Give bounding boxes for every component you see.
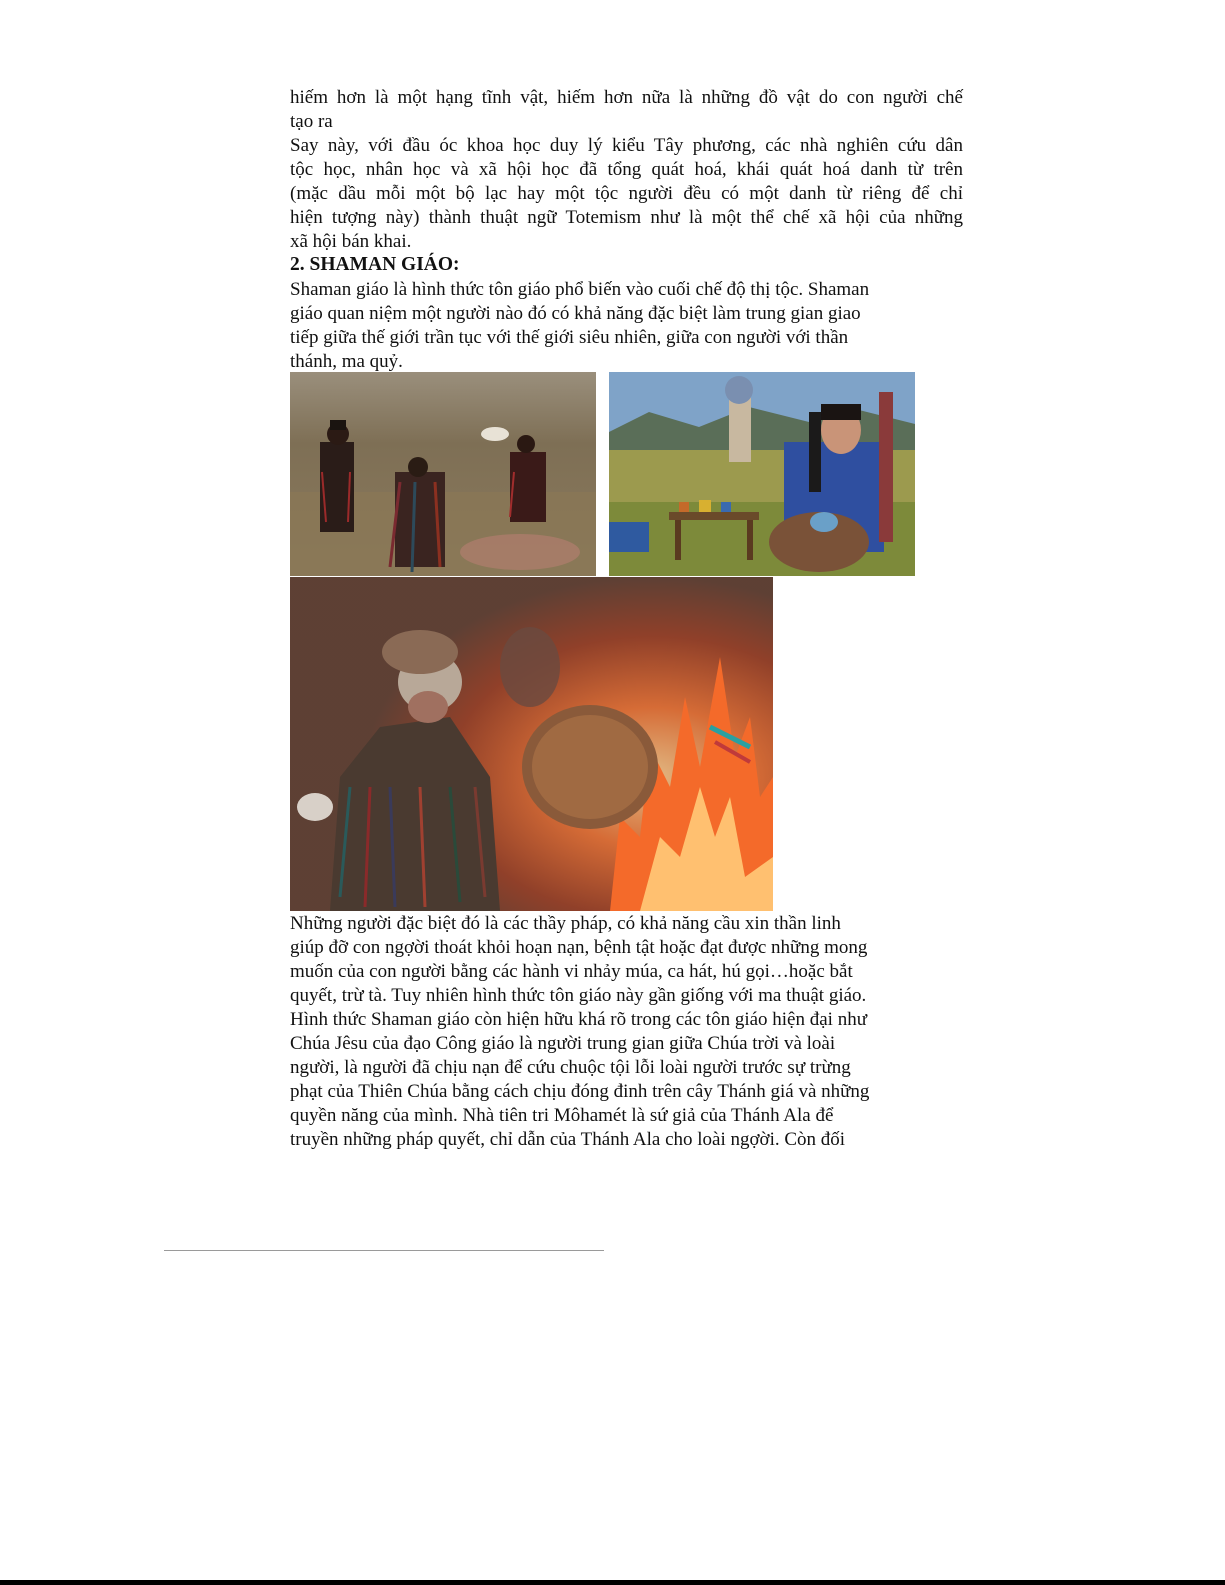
- paragraph-4-line-9: quyền năng của mình. Nhà tiên tri Môhamét là sứ giả của Thánh Ala để: [290, 1105, 834, 1126]
- paragraph-3-line-1: Shaman giáo là hình thức tôn giáo phổ biến vào cuối chế độ thị tộc. Shaman: [290, 279, 870, 300]
- paragraph-4-line-2: giúp đỡ con ngợời thoát khỏi hoạn nạn, bệnh tật hoặc đạt được những mong: [290, 937, 868, 958]
- paragraph-3-line-3: tiếp giữa thế giới trần tục với thế giới siêu nhiên, giữa con người với thần: [290, 327, 849, 348]
- paragraph-4-line-3: muốn của con người bằng các hành vi nhảy múa, ca hát, hú gọi…hoặc bắt: [290, 961, 853, 982]
- paragraph-4-line-4: quyết, trừ tà. Tuy nhiên hình thức tôn giáo này gần giống với ma thuật giáo.: [290, 985, 867, 1006]
- paragraph-2-line-5: xã hội bán khai.: [290, 231, 412, 252]
- page-bottom-edge: [0, 1580, 1225, 1585]
- paragraph-4-line-7: người, là người đã chịu nạn để cứu chuộc tội lỗi loài người trước sự trừng: [290, 1057, 851, 1078]
- paragraph-3-line-4: thánh, ma quỷ.: [290, 351, 403, 372]
- photo-shaman-with-drum-valley: [609, 372, 915, 576]
- paragraph-2-line-1: Say này, với đầu óc khoa học duy lý kiểu Tây phương, các nhà nghiên cứu dân: [290, 135, 963, 156]
- section-heading-shaman: 2. SHAMAN GIÁO:: [290, 254, 460, 275]
- photo-shaman-drum-fire: [290, 577, 773, 911]
- paragraph-1-line-2: tạo ra: [290, 111, 333, 132]
- paragraph-3-line-2: giáo quan niệm một người nào đó có khả năng đặc biệt làm trung gian giao: [290, 303, 861, 324]
- paragraph-4-line-8: phạt của Thiên Chúa bằng cách chịu đóng đinh trên cây Thánh giá và những: [290, 1081, 870, 1102]
- paragraph-4-line-10: truyền những pháp quyết, chỉ dẫn của Thánh Ala cho loài ngợời. Còn đối: [290, 1129, 846, 1150]
- paragraph-2-line-3: (mặc dầu mỗi một bộ lạc hay một tộc người đều có một danh từ riêng để chỉ: [290, 183, 963, 204]
- footnote-divider: [164, 1250, 604, 1251]
- photo-shamans-dancing-field: [290, 372, 596, 576]
- paragraph-4-line-1: Những người đặc biệt đó là các thầy pháp, có khả năng cầu xin thần linh: [290, 913, 841, 934]
- paragraph-2-line-2: tộc học, nhân học và xã hội học đã tổng quát hoá, khái quát hoá danh từ trên: [290, 159, 963, 180]
- paragraph-4-line-5: Hình thức Shaman giáo còn hiện hữu khá rõ trong các tôn giáo hiện đại như: [290, 1009, 868, 1030]
- paragraph-1-line-1: hiếm hơn là một hạng tĩnh vật, hiếm hơn nữa là những đồ vật do con người chế: [290, 87, 963, 108]
- paragraph-4-line-6: Chúa Jêsu của đạo Công giáo là người trung gian giữa Chúa trời và loài: [290, 1033, 836, 1054]
- paragraph-2-line-4: hiện tượng này) thành thuật ngữ Totemism như là một thể chế xã hội của những: [290, 207, 963, 228]
